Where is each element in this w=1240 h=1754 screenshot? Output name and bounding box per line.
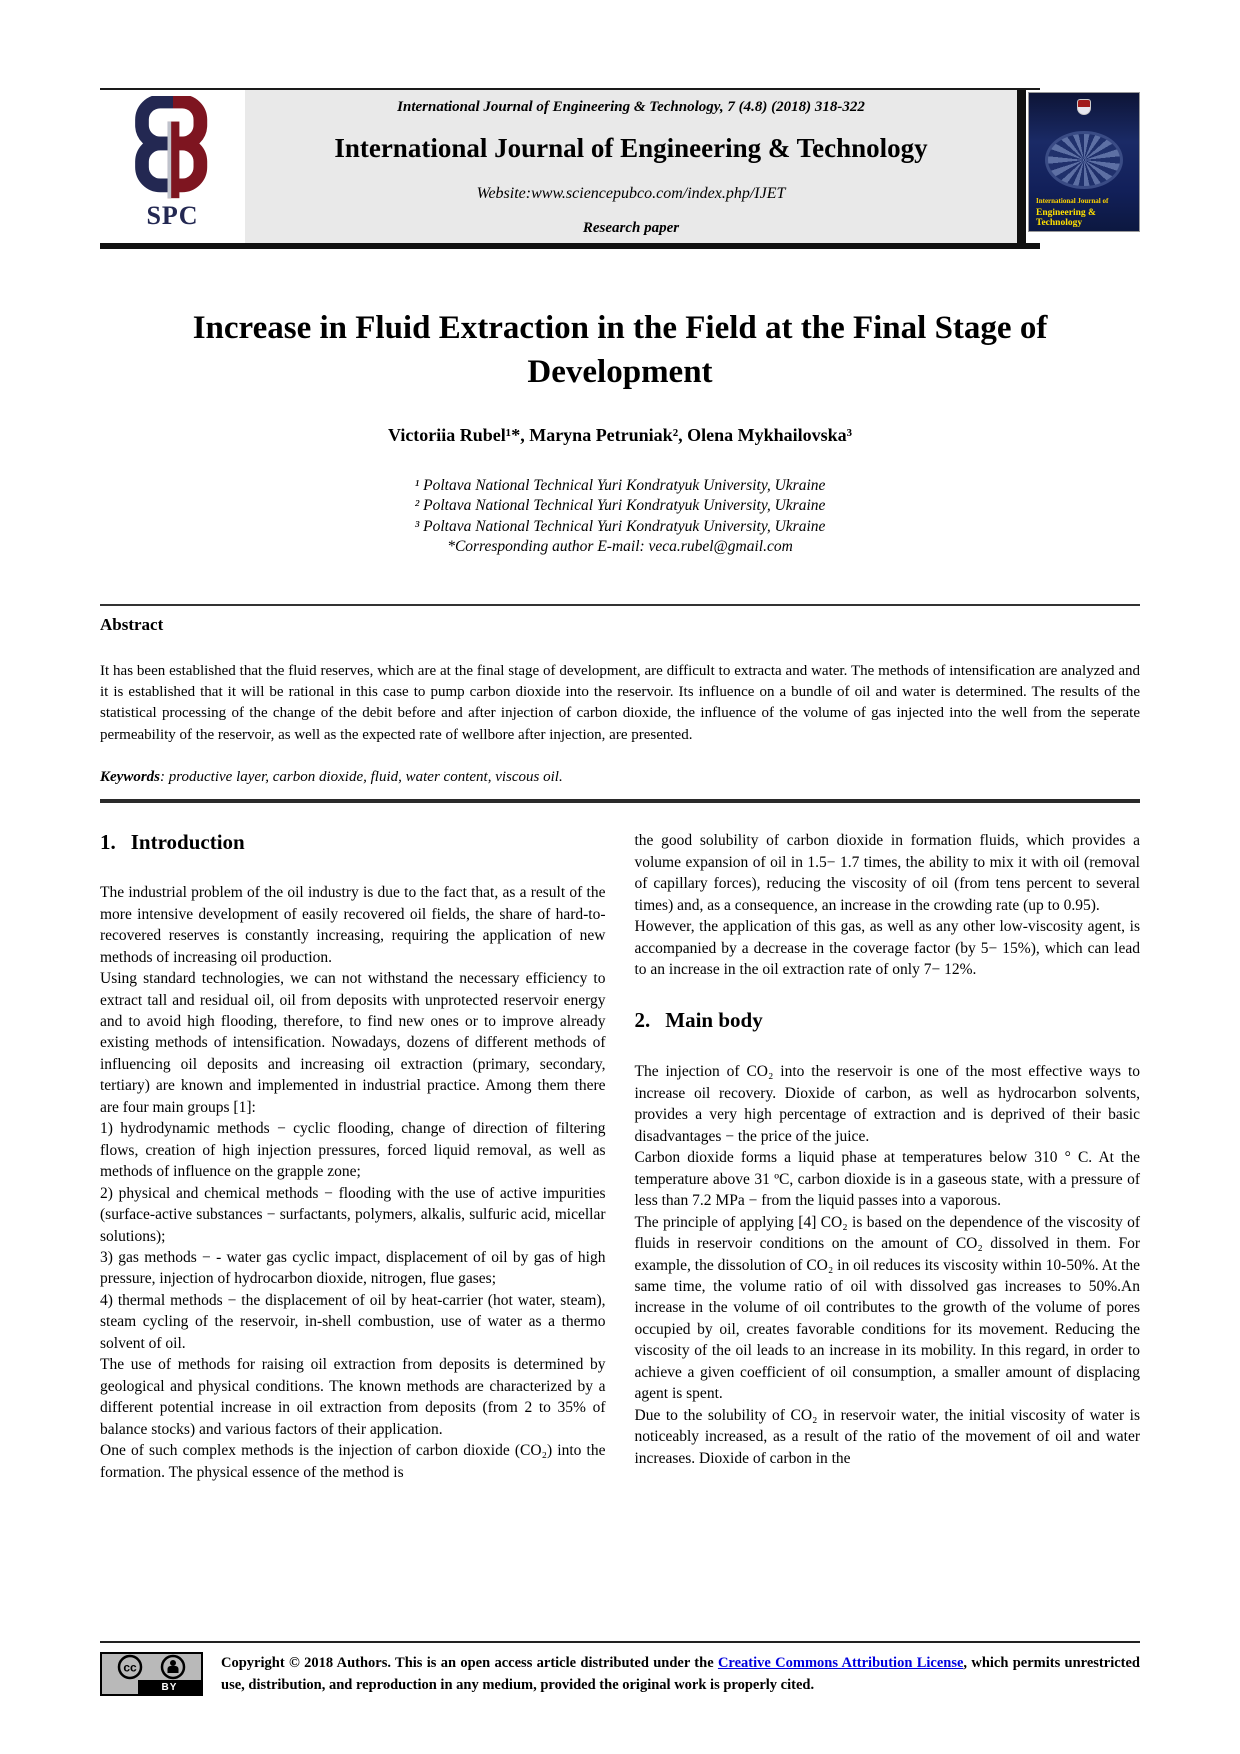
publisher-logo bbox=[100, 90, 245, 243]
copyright-after: , which permits unrestricted use, distribution, and reproduction in any medium, provided the original work is properly cited. bbox=[221, 1655, 1140, 1694]
introduction-heading bbox=[100, 830, 606, 855]
journal-header bbox=[100, 88, 1140, 249]
intro-paragraph: 1) hydrodynamic methods − cyclic flooding, change of direction of filtering flows, creation of high injection pressures, forced liquid removal, as well as methods of influence on the grapple zone; bbox=[100, 1120, 606, 1181]
corresponding-author-line: *Corresponding author E-mail: veca.rubel@gmail.com bbox=[447, 538, 793, 556]
intro-paragraph: One of such complex methods is the injection of carbon dioxide (CO₂) into the formation. The physical essence of the method is bbox=[100, 1442, 606, 1481]
cc-by-label: BY bbox=[138, 1680, 201, 1694]
publisher-logo-text: SPC bbox=[146, 201, 199, 230]
header-bottom-rule bbox=[100, 243, 1040, 249]
paper-type-label: Research paper bbox=[582, 220, 680, 236]
creative-commons-license-link[interactable]: Creative Commons Attribution License bbox=[717, 1655, 964, 1671]
article-title: Increase in Fluid Extraction in the Field at the Final Stage of Development bbox=[192, 310, 1048, 390]
affiliation-1: ¹ Poltava National Technical Yuri Kondratyuk University, Ukraine bbox=[414, 476, 826, 494]
journal-citation: International Journal of Engineering & Technology, 7 (4.8) (2018) 318-322 bbox=[397, 99, 865, 115]
header-center-panel bbox=[245, 90, 1017, 243]
journal-cover-image bbox=[1028, 92, 1140, 232]
keywords-bottom-rule bbox=[100, 799, 1140, 803]
cover-title-line2: Engineering & Technology bbox=[1036, 208, 1096, 228]
main-body-heading-number: 2. bbox=[634, 1008, 651, 1033]
cover-shield-icon bbox=[1077, 99, 1091, 115]
intro-paragraph: Using standard technologies, we can not withstand the necessary efficiency to extract tall and residual oil, oil from deposits with unprotected reservoir energy and to avoid high flooding, therefore, to find new ones or to improve already existing methods of intensification. Nowadays, dozens of different methods of influencing oil deposits and increasing oil extraction (primary, secondary, tertiary) are known and implemented in industrial practice. Among them there are four main groups [1]: bbox=[100, 970, 606, 1116]
introduction-heading-text: Introduction bbox=[130, 830, 245, 855]
right-column bbox=[635, 830, 1141, 1483]
intro-paragraph: 3) gas methods − - water gas cyclic impact, displacement of oil by gas of high pressure, injection of hydrocarbon dioxide, nitrogen, flue gases; bbox=[100, 1249, 606, 1288]
main-body-heading-text: Main body bbox=[665, 1008, 763, 1033]
keywords-line bbox=[100, 769, 1140, 786]
keywords-label: Keywords bbox=[100, 769, 160, 786]
abstract-text: It has been established that the fluid reserves, which are at the final stage of development, are difficult to extracta and water. The methods of intensification are analyzed and it is established that it will be rational in this case to pump carbon dioxide into the reservoir. Its influence on a bundle of oil and water is determined. The results of the statistical processing of the change of the debit before and after injection of carbon dioxide, the influence of the volume of gas injected into the well from the seperate permeability of the reservoir, as well as the expected rate of wellbore after injection, are presented. bbox=[100, 662, 1140, 743]
intro-paragraph: 2) physical and chemical methods − flooding with the use of active impurities (surface-active substances − surfactants, polymers, alkalis, sulfuric acid, micellar solutions); bbox=[100, 1184, 606, 1245]
main-body-heading bbox=[635, 1008, 1141, 1033]
body-paragraph: Due to the solubility of CO₂ in reservoir water, the initial viscosity of water is noticeably increased, as a result of the ratio of the movement of oil and water increases. Dioxide of carbon in the bbox=[634, 1406, 1140, 1467]
keywords-text: : productive layer, carbon dioxide, fluid, water content, viscous oil. bbox=[160, 769, 563, 786]
affiliations-block bbox=[100, 476, 1140, 558]
abstract-heading: Abstract bbox=[100, 614, 164, 634]
intro-paragraph: 4) thermal methods − the displacement of oil by heat-carrier (hot water, steam), steam cycling of the reservoir, in-shell combustion, use of water as a thermo solvent of oil. bbox=[100, 1291, 606, 1352]
body-paragraph: Carbon dioxide forms a liquid phase at temperatures below 310 ° C. At the temperature above 31 ºC, carbon dioxide is in a gaseous state, with a pressure of less than 7.2 MPa − from the liquid passes into a vaporous. bbox=[634, 1149, 1140, 1210]
journal-website[interactable]: Website:www.sciencepubco.com/index.php/IJET bbox=[476, 185, 786, 202]
cover-collider-graphic bbox=[1045, 131, 1123, 189]
footer-top-rule bbox=[100, 1641, 1140, 1643]
svg-text:cc: cc bbox=[123, 1660, 137, 1674]
journal-title: International Journal of Engineering & Technology bbox=[334, 133, 928, 163]
header-vertical-divider bbox=[1017, 90, 1026, 243]
left-column bbox=[100, 830, 606, 1483]
affiliation-3: ³ Poltava National Technical Yuri Kondratyuk University, Ukraine bbox=[414, 517, 826, 535]
copyright-before: Copyright © 2018 Authors. This is an open access article distributed under the bbox=[221, 1655, 718, 1671]
spc-logo-icon bbox=[127, 96, 219, 205]
cover-title-line1: International Journal of bbox=[1036, 197, 1109, 205]
body-paragraph: the good solubility of carbon dioxide in formation fluids, which provides a volume expansion of oil in 1.5− 1.7 times, the ability to mix it with oil (removal of capillary forces), reducing the viscosity of oil (from tens percent to several times) and, as a consequence, an increase in the crowding rate (up to 0.95). bbox=[634, 832, 1140, 914]
cc-by-badge[interactable] bbox=[100, 1652, 203, 1696]
body-paragraph: The injection of CO₂ into the reservoir is one of the most effective ways to increase oil recovery. Dioxide of carbon, as well as hydrocarbon solvents, provides a very high percentage of extraction and is deprived of their basic disadvantages − the price of the juice. bbox=[634, 1063, 1140, 1145]
body-paragraph: The principle of applying [4] CO₂ is based on the dependence of the viscosity of fluids in reservoir conditions on the amount of CO₂ dissolved in them. For example, the dissolution of CO₂ in oil reduces its viscosity within 10-50%. At the same time, the volume ratio of oil with dissolved gas increases to 50%.An increase in the volume of oil contributes to the growth of the volume of pores occupied by oil, creates favorable conditions for its movement. Reducing the viscosity of the oil leads to an increase in its mobility. In this regard, in order to achieve a given coefficient of oil consumption, a smaller amount of displacing agent is spent. bbox=[634, 1213, 1140, 1403]
authors-line: Victoriia Rubel¹*, Maryna Petruniak², Olena Mykhailovska³ bbox=[387, 424, 853, 445]
copyright-text bbox=[221, 1652, 1140, 1697]
body-paragraph: However, the application of this gas, as well as any other low-viscosity agent, is accompanied by a decrease in the coverage factor (by 5− 15%), which can lead to an increase in the oil extraction rate of only 7− 12%. bbox=[634, 918, 1140, 979]
intro-paragraph: The industrial problem of the oil industry is due to the fact that, as a result of the more intensive development of easily recovered oil fields, the share of hard-to-recovered reserves is constantly increasing, requiring the application of new methods of increasing oil production. bbox=[100, 884, 606, 966]
abstract-top-rule bbox=[100, 604, 1140, 606]
affiliation-2: ² Poltava National Technical Yuri Kondratyuk University, Ukraine bbox=[414, 497, 826, 515]
introduction-heading-number: 1. bbox=[100, 830, 116, 855]
license-footer bbox=[100, 1641, 1140, 1697]
intro-paragraph: The use of methods for raising oil extraction from deposits is determined by geological and physical conditions. The known methods are characterized by a different potential increase in oil extraction from deposits (from 2 to 35% of balance stocks) and various factors of their application. bbox=[100, 1356, 606, 1438]
body-columns bbox=[100, 830, 1140, 1483]
